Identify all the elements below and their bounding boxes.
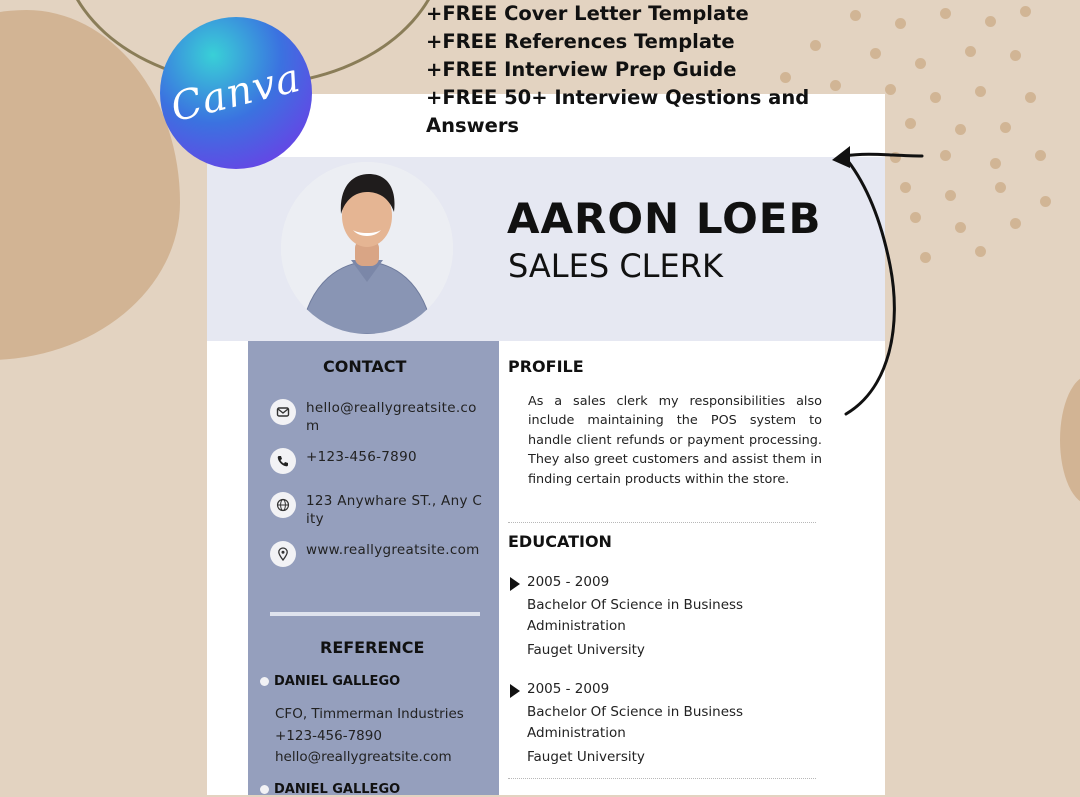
education-years: 2005 - 2009 xyxy=(527,574,610,590)
candidate-title: SALES CLERK xyxy=(508,247,723,285)
canva-logo-text: Canva xyxy=(166,54,306,132)
candidate-name: AARON LOEB xyxy=(507,194,822,243)
resume-sidebar xyxy=(248,341,499,795)
mail-icon xyxy=(270,399,296,425)
education-school: Fauget University xyxy=(527,749,645,765)
contact-phone-text: +123-456-7890 xyxy=(306,449,417,465)
background-blob-right xyxy=(1060,375,1080,505)
reference-heading: REFERENCE xyxy=(320,638,425,657)
profile-paragraph: As a sales clerk my responsibilities also include maintaining the POS system to handle client refunds or payment processing. They also greet customers and assist them in finding certain products within the store. xyxy=(528,394,822,487)
curved-arrow-icon xyxy=(820,130,930,430)
bullet-dot-icon xyxy=(260,785,269,794)
triangle-marker-icon xyxy=(510,684,520,698)
globe-icon xyxy=(270,492,296,518)
resume-document xyxy=(207,94,885,795)
education-heading: EDUCATION xyxy=(508,532,612,551)
reference-email: hello@reallygreatsite.com xyxy=(275,749,452,765)
sidebar-divider xyxy=(270,612,480,616)
reference-name-text: DANIEL GALLEGO xyxy=(274,782,401,797)
contact-heading: CONTACT xyxy=(323,357,407,376)
promo-line: +FREE Interview Prep Guide xyxy=(426,58,737,81)
canva-logo-badge xyxy=(160,17,312,169)
education-years: 2005 - 2009 xyxy=(527,681,610,697)
reference-name xyxy=(260,674,400,689)
triangle-marker-icon xyxy=(510,577,520,591)
contact-item-email xyxy=(270,399,484,435)
profile-photo xyxy=(281,162,453,334)
reference-role: CFO, Timmerman Industries xyxy=(275,706,464,722)
education-degree: Bachelor Of Science in Business Administration xyxy=(527,597,744,634)
reference-name-text: DANIEL GALLEGO xyxy=(274,674,401,689)
contact-email-text: hello@reallygreatsite.com xyxy=(306,400,477,434)
promo-line: +FREE References Template xyxy=(426,30,735,53)
bullet-dot-icon xyxy=(260,677,269,686)
promo-line: +FREE Cover Letter Template xyxy=(426,2,749,25)
contact-item-phone xyxy=(270,448,484,474)
contact-address-text: 123 Anywhare ST., Any City xyxy=(306,493,483,527)
reference-phone: +123-456-7890 xyxy=(275,728,382,744)
section-divider xyxy=(508,522,816,523)
promo-line: +FREE 50+ Interview Qestions and Answers xyxy=(426,86,810,137)
education-degree: Bachelor Of Science in Business Administration xyxy=(527,704,744,741)
contact-item-website xyxy=(270,541,484,567)
phone-icon xyxy=(270,448,296,474)
contact-item-address xyxy=(270,492,484,528)
profile-heading: PROFILE xyxy=(508,357,584,376)
location-pin-icon xyxy=(270,541,296,567)
contact-website-text: www.reallygreatsite.com xyxy=(306,542,480,558)
section-divider xyxy=(508,778,816,779)
education-school: Fauget University xyxy=(527,642,645,658)
promo-list xyxy=(426,0,846,140)
